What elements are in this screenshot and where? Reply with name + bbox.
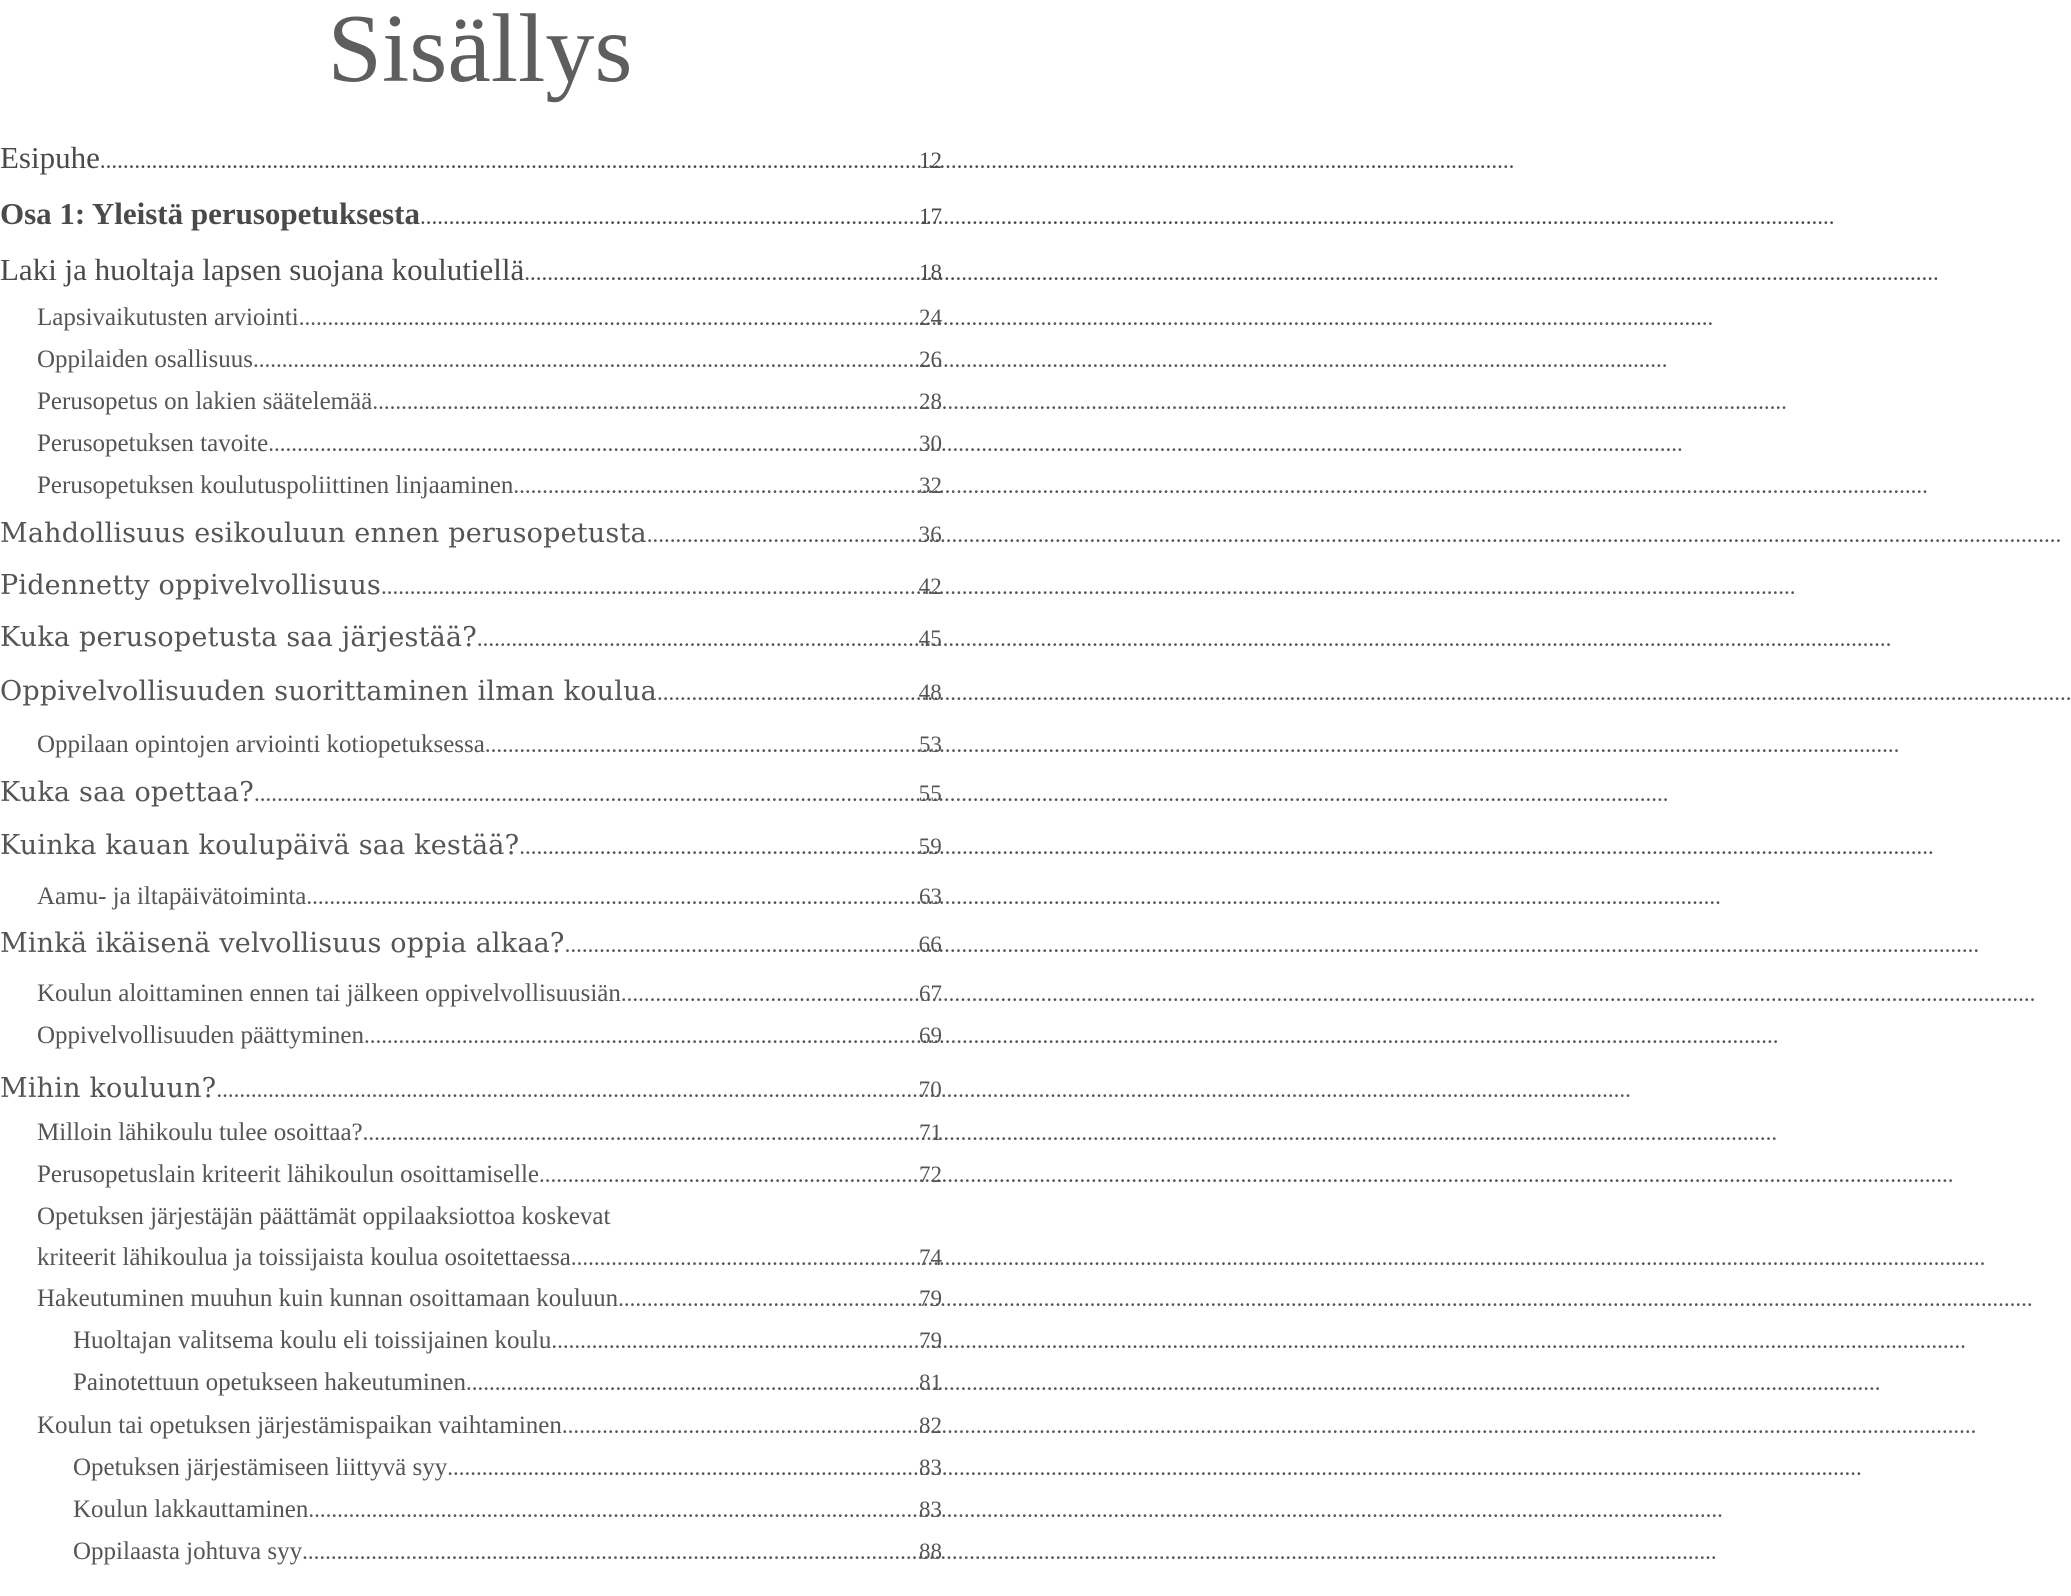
toc-dot-leader (647, 515, 915, 555)
toc-entry-page-number: 71 (919, 1120, 942, 1145)
toc-entry[interactable] (0, 194, 942, 237)
toc-entry-title: Aamu- ja iltapäivätoiminta (37, 883, 307, 910)
toc-entry-page-number: 32 (919, 473, 942, 498)
toc-entry-title: Opetuksen järjestäjän päättämät oppilaaksiottoa koskevat (37, 1203, 611, 1230)
toc-dot-leader (571, 1240, 915, 1276)
toc-entry[interactable] (0, 342, 942, 378)
toc-entry-title: Milloin lähikoulu tulee osoittaa? (37, 1119, 363, 1146)
toc-entry-title: Opetuksen järjestämiseen liittyvä syy (73, 1454, 448, 1481)
toc-dot-leader (513, 468, 915, 504)
toc-entry-title: Oppilaiden osallisuus (37, 346, 253, 373)
toc-entry-title: Osa 1: Yleistä perusopetuksesta (0, 196, 420, 231)
toc-entry-page-number: 36 (918, 522, 942, 547)
toc-entry[interactable] (0, 672, 942, 713)
toc-entry[interactable] (0, 826, 942, 867)
toc-entry-page-number: 42 (918, 574, 942, 599)
toc-dot-leader (447, 1450, 915, 1486)
toc-entry-page-number: 53 (919, 732, 942, 757)
toc-entry-page-number: 45 (918, 626, 942, 651)
toc-dot-leader (363, 1115, 915, 1151)
toc-entry-page-number: 48 (918, 680, 942, 705)
toc-entry-title: Lapsivaikutusten arviointi (37, 304, 299, 331)
toc-dot-leader (539, 1157, 915, 1193)
toc-entry-page-number: 30 (919, 431, 942, 456)
toc-dot-leader (254, 774, 915, 814)
toc-entry[interactable] (0, 250, 942, 293)
toc-entry-page-number: 72 (919, 1162, 942, 1187)
toc-dot-leader (308, 1492, 915, 1528)
toc-entry-page-number: 88 (919, 1539, 942, 1564)
toc-entry-page-number: 55 (918, 781, 942, 806)
toc-entry-page-number: 79 (919, 1286, 942, 1311)
toc-entry-page-number: 66 (918, 932, 942, 957)
toc-entry[interactable] (0, 773, 942, 814)
toc-entry-title: Kuinka kauan koulupäivä saa kestää? (0, 830, 520, 861)
toc-entry-page-number: 67 (919, 981, 942, 1006)
toc-entry-title: kriteerit lähikoulua ja toissijaista koulua osoitettaessa (37, 1244, 571, 1271)
toc-entry[interactable] (0, 1281, 942, 1317)
toc-entry-page-number: 63 (919, 884, 942, 909)
toc-dot-leader (524, 253, 915, 293)
toc-entry-title: Hakeutuminen muuhun kuin kunnan osoittamaan kouluun (37, 1285, 619, 1312)
toc-entry-page-number: 59 (918, 834, 942, 859)
toc-dot-leader (621, 976, 915, 1012)
toc-entry[interactable] (0, 924, 942, 965)
toc-entry[interactable] (0, 1365, 942, 1401)
toc-entry[interactable] (0, 514, 942, 555)
toc-entry[interactable] (0, 426, 942, 462)
toc-dot-leader (657, 673, 915, 713)
toc-entry-page-number: 70 (918, 1077, 942, 1102)
toc-entry-page-number: 81 (919, 1370, 942, 1395)
toc-entry-title: Koulun aloittaminen ennen tai jälkeen oppivelvollisuusiän (37, 980, 621, 1007)
toc-dot-leader (381, 567, 915, 607)
toc-entry-title: Pidennetty oppivelvollisuus (0, 570, 381, 601)
toc-entry[interactable] (0, 1492, 942, 1528)
toc-entry-title: Esipuhe (0, 140, 100, 175)
toc-entry-title: Mihin kouluun? (0, 1073, 217, 1104)
page-title: Sisällys (327, 0, 633, 103)
toc-entry[interactable] (0, 1450, 942, 1486)
toc-dot-leader (420, 197, 915, 237)
toc-dot-leader (551, 1323, 915, 1359)
toc-entry[interactable] (0, 1018, 942, 1054)
toc-entry[interactable] (0, 1240, 942, 1276)
toc-entry[interactable] (0, 384, 942, 420)
toc-entry[interactable] (0, 1323, 942, 1359)
toc-entry[interactable] (0, 976, 942, 1012)
toc-dot-leader (565, 925, 915, 965)
toc-entry[interactable] (0, 1115, 942, 1151)
toc-entry-page-number: 24 (919, 305, 942, 330)
toc-entry[interactable] (0, 300, 942, 336)
toc-dot-leader (562, 1408, 915, 1444)
toc-dot-leader (519, 827, 914, 867)
toc-dot-leader (618, 1281, 915, 1317)
toc-entry[interactable] (0, 468, 942, 504)
toc-entry-page-number: 28 (919, 389, 942, 414)
toc-entry-page-number: 82 (919, 1413, 942, 1438)
toc-entry-title: Perusopetuksen tavoite (37, 430, 269, 457)
toc-entry-title: Koulun lakkauttaminen (73, 1496, 309, 1523)
toc-entry-title: Kuka perusopetusta saa järjestää? (0, 622, 477, 653)
toc-entry-page-number: 26 (919, 347, 942, 372)
toc-entry-title: Perusopetuslain kriteerit lähikoulun osoittamiselle (37, 1161, 539, 1188)
toc-entry-title: Kuka saa opettaa? (0, 777, 254, 808)
toc-dot-leader (477, 619, 915, 659)
toc-dot-leader (364, 1018, 915, 1054)
toc-dot-leader (485, 727, 915, 763)
toc-entry-title: Huoltajan valitsema koulu eli toissijainen koulu (73, 1327, 552, 1354)
toc-entry-title: Mahdollisuus esikouluun ennen perusopetusta (0, 518, 647, 549)
toc-dot-leader (299, 300, 915, 336)
toc-dot-leader (253, 342, 915, 378)
toc-entry-page-number: 69 (919, 1023, 942, 1048)
toc-dot-leader (216, 1070, 914, 1110)
toc-entry[interactable] (0, 1199, 942, 1235)
toc-entry-title: Oppivelvollisuuden päättyminen (37, 1022, 365, 1049)
toc-entry-page-number: 74 (919, 1245, 942, 1270)
toc-entry-title: Perusopetuksen koulutuspoliittinen linjaaminen (37, 472, 514, 499)
toc-entry-page-number: 79 (919, 1328, 942, 1353)
toc-entry-page-number: 12 (919, 148, 942, 173)
toc-dot-leader (100, 141, 915, 181)
toc-entry[interactable] (0, 1408, 942, 1444)
toc-entry[interactable] (0, 566, 942, 607)
toc-dot-leader (372, 384, 915, 420)
toc-dot-leader (466, 1365, 915, 1401)
toc-entry-title: Oppivelvollisuuden suorittaminen ilman koulua (0, 676, 657, 707)
toc-page (0, 0, 960, 1596)
toc-entry-title: Laki ja huoltaja lapsen suojana koulutiellä (0, 252, 525, 287)
toc-dot-leader (306, 879, 915, 915)
toc-dot-leader (268, 426, 915, 462)
toc-entry-title: Koulun tai opetuksen järjestämispaikan vaihtaminen (37, 1412, 562, 1439)
toc-entry[interactable] (0, 138, 942, 181)
toc-entry[interactable] (0, 1534, 942, 1570)
toc-entry-page-number: 18 (919, 260, 942, 285)
toc-entry-title: Painotettuun opetukseen hakeutuminen (73, 1369, 466, 1396)
toc-entry-page-number: 17 (919, 204, 942, 229)
toc-entry-page-number: 83 (919, 1455, 942, 1480)
toc-entry-title: Perusopetus on lakien säätelemää (37, 388, 373, 415)
toc-entry-title: Oppilaasta johtuva syy (73, 1538, 303, 1565)
toc-entry[interactable] (0, 727, 942, 763)
toc-entry[interactable] (0, 1069, 942, 1110)
toc-dot-leader (302, 1534, 915, 1570)
toc-entry-title: Minkä ikäisenä velvollisuus oppia alkaa? (0, 928, 565, 959)
toc-entry-page-number: 83 (919, 1497, 942, 1522)
toc-entry-title: Oppilaan opintojen arviointi kotiopetuksessa (37, 731, 485, 758)
toc-entry[interactable] (0, 618, 942, 659)
toc-entry[interactable] (0, 1157, 942, 1193)
toc-entry[interactable] (0, 879, 942, 915)
